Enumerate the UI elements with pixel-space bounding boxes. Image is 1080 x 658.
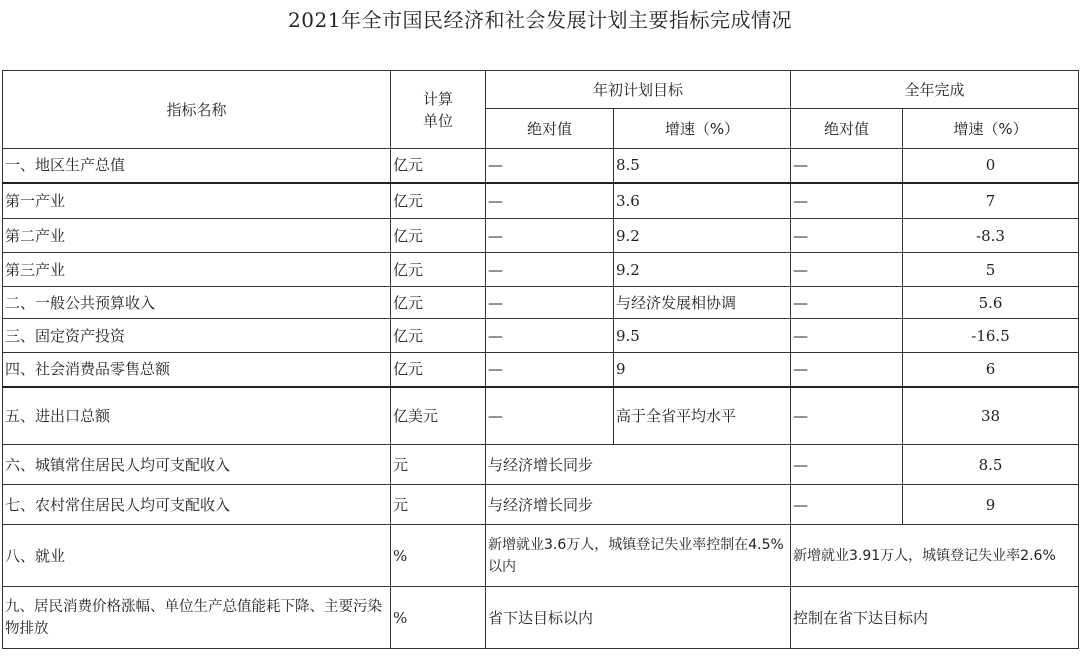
row-name: 第一产业 bbox=[3, 183, 391, 219]
row-plan-abs: — bbox=[486, 183, 614, 219]
row-actual-abs: — bbox=[791, 219, 903, 253]
row-name: 二、一般公共预算收入 bbox=[3, 287, 391, 319]
row-unit: 亿元 bbox=[391, 319, 486, 353]
row-unit: 亿元 bbox=[391, 149, 486, 183]
row-actual-abs: — bbox=[791, 353, 903, 387]
table-row bbox=[3, 387, 1079, 445]
row-plan-rate: 9.2 bbox=[614, 219, 791, 253]
row-name: 八、就业 bbox=[3, 525, 391, 587]
table-row bbox=[3, 183, 1079, 219]
row-unit: 亿美元 bbox=[391, 387, 486, 445]
row-plan-rate: 3.6 bbox=[614, 183, 791, 219]
row-plan-rate: 9.2 bbox=[614, 253, 791, 287]
row-actual-rate: 6 bbox=[903, 353, 1079, 387]
row-plan-merged: 与经济增长同步 bbox=[486, 485, 791, 525]
row-name: 三、固定资产投资 bbox=[3, 319, 391, 353]
row-plan-rate: 8.5 bbox=[614, 149, 791, 183]
row-plan-abs: — bbox=[486, 387, 614, 445]
row-actual-abs: — bbox=[791, 253, 903, 287]
header-unit-line2: 单位 bbox=[422, 111, 453, 130]
row-actual-abs: — bbox=[791, 149, 903, 183]
row-plan-merged: 新增就业3.6万人，城镇登记失业率控制在4.5%以内 bbox=[486, 525, 791, 587]
row-name: 第二产业 bbox=[3, 219, 391, 253]
row-actual-rate: -8.3 bbox=[903, 219, 1079, 253]
row-actual-abs: — bbox=[791, 485, 903, 525]
row-actual-abs: — bbox=[791, 319, 903, 353]
row-actual-rate: 9 bbox=[903, 485, 1079, 525]
row-plan-rate: 高于全省平均水平 bbox=[614, 387, 791, 445]
row-unit: 亿元 bbox=[391, 219, 486, 253]
header-plan-group: 年初计划目标 bbox=[486, 71, 791, 109]
table-row bbox=[3, 287, 1079, 319]
row-name: 九、居民消费价格涨幅、单位生产总值能耗下降、主要污染物排放 bbox=[3, 587, 391, 649]
row-unit: % bbox=[391, 587, 486, 649]
table-row bbox=[3, 353, 1079, 387]
table-row bbox=[3, 319, 1079, 353]
row-actual-rate: -16.5 bbox=[903, 319, 1079, 353]
header-actual-rate: 增速（%） bbox=[903, 109, 1079, 149]
row-plan-rate: 与经济发展相协调 bbox=[614, 287, 791, 319]
row-name: 七、农村常住居民人均可支配收入 bbox=[3, 485, 391, 525]
row-name: 四、社会消费品零售总额 bbox=[3, 353, 391, 387]
row-actual-rate: 8.5 bbox=[903, 445, 1079, 485]
page-title: 2021年全市国民经济和社会发展计划主要指标完成情况 bbox=[288, 8, 792, 32]
row-name: 五、进出口总额 bbox=[3, 387, 391, 445]
row-plan-abs: — bbox=[486, 253, 614, 287]
header-plan-abs: 绝对值 bbox=[486, 109, 614, 149]
row-plan-abs: — bbox=[486, 149, 614, 183]
row-actual-rate: 0 bbox=[903, 149, 1079, 183]
row-plan-abs: — bbox=[486, 319, 614, 353]
row-actual-rate: 7 bbox=[903, 183, 1079, 219]
header-unit-line1: 计算 bbox=[422, 89, 453, 108]
row-actual-abs: — bbox=[791, 287, 903, 319]
row-plan-rate: 9.5 bbox=[614, 319, 791, 353]
row-actual-abs: — bbox=[791, 183, 903, 219]
row-unit: 亿元 bbox=[391, 287, 486, 319]
header-actual-abs: 绝对值 bbox=[791, 109, 903, 149]
row-unit: 元 bbox=[391, 445, 486, 485]
row-plan-merged: 省下达目标以内 bbox=[486, 587, 791, 649]
table-row bbox=[3, 525, 1079, 587]
row-actual-merged: 新增就业3.91万人，城镇登记失业率2.6% bbox=[791, 525, 1079, 587]
row-plan-abs: — bbox=[486, 353, 614, 387]
header-indicator-name: 指标名称 bbox=[3, 71, 391, 149]
row-actual-abs: — bbox=[791, 445, 903, 485]
row-actual-abs: — bbox=[791, 387, 903, 445]
header-unit bbox=[391, 71, 486, 149]
row-unit: 亿元 bbox=[391, 253, 486, 287]
row-actual-rate: 5.6 bbox=[903, 287, 1079, 319]
row-actual-rate: 5 bbox=[903, 253, 1079, 287]
row-plan-abs: — bbox=[486, 287, 614, 319]
table-row bbox=[3, 253, 1079, 287]
row-plan-abs: — bbox=[486, 219, 614, 253]
row-unit: 亿元 bbox=[391, 183, 486, 219]
table-row bbox=[3, 219, 1079, 253]
table-row bbox=[3, 485, 1079, 525]
row-actual-merged: 控制在省下达目标内 bbox=[791, 587, 1079, 649]
row-name: 第三产业 bbox=[3, 253, 391, 287]
row-actual-rate: 38 bbox=[903, 387, 1079, 445]
indicators-table bbox=[2, 70, 1079, 649]
row-plan-merged: 与经济增长同步 bbox=[486, 445, 791, 485]
table-row bbox=[3, 587, 1079, 649]
row-unit: 元 bbox=[391, 485, 486, 525]
header-plan-rate: 增速（%） bbox=[614, 109, 791, 149]
table-row bbox=[3, 149, 1079, 183]
row-unit: 亿元 bbox=[391, 353, 486, 387]
row-name: 一、地区生产总值 bbox=[3, 149, 391, 183]
row-name: 六、城镇常住居民人均可支配收入 bbox=[3, 445, 391, 485]
row-plan-rate: 9 bbox=[614, 353, 791, 387]
table-row bbox=[3, 445, 1079, 485]
header-actual-group: 全年完成 bbox=[791, 71, 1079, 109]
row-unit: % bbox=[391, 525, 486, 587]
